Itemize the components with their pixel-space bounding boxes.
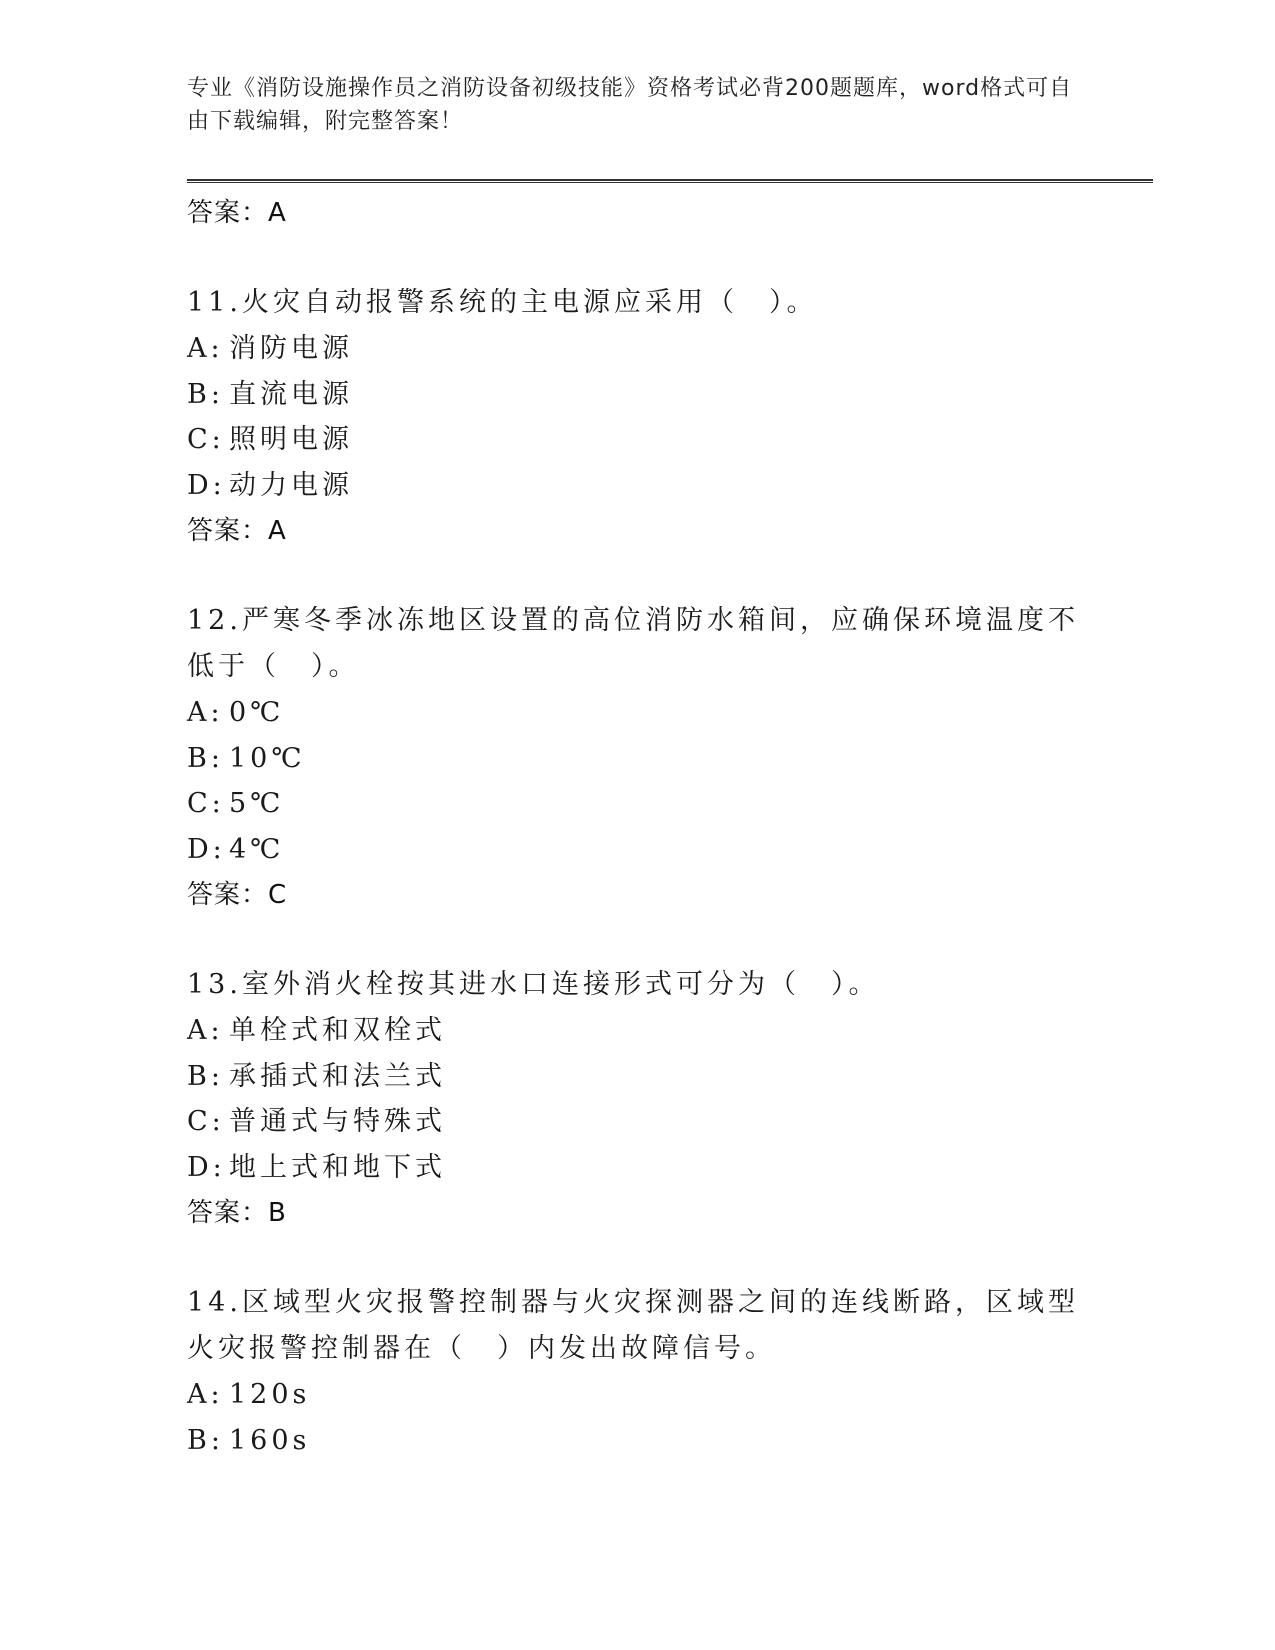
- option-label: B:: [187, 742, 224, 774]
- option-a: [187, 1372, 1087, 1418]
- option-label: B:: [187, 1060, 224, 1092]
- option-c: [187, 781, 1087, 827]
- option-text: 承插式和法兰式: [229, 1060, 446, 1092]
- option-text: 直流电源: [229, 378, 353, 410]
- option-b: [187, 1054, 1087, 1100]
- option-text: 动力电源: [229, 469, 353, 501]
- option-c: [187, 417, 1087, 463]
- question-stem: 12.严寒冬季冰冻地区设置的高位消防水箱间，应确保环境温度不低于（ ）。: [187, 605, 1079, 682]
- option-d: [187, 827, 1087, 873]
- question-stem: 11.火灾自动报警系统的主电源应采用（ ）。: [187, 287, 818, 318]
- document-content: [187, 190, 1087, 1463]
- option-label: B:: [187, 1424, 224, 1456]
- option-text: 0℃: [229, 697, 285, 728]
- option-b: [187, 1418, 1087, 1464]
- option-b: [187, 372, 1087, 418]
- option-label: C:: [187, 788, 225, 819]
- option-a: [187, 1008, 1087, 1054]
- answer-line: 答案：C: [187, 880, 288, 910]
- option-text: 照明电源: [229, 424, 353, 455]
- option-label: A:: [187, 1015, 224, 1046]
- option-text: 普通式与特殊式: [229, 1106, 446, 1137]
- option-label: D:: [187, 469, 226, 501]
- option-label: D:: [187, 1151, 226, 1183]
- question-12: [187, 598, 1087, 918]
- option-a: [187, 326, 1087, 372]
- option-text: 消防电源: [229, 333, 353, 364]
- answer-line: 答案：A: [187, 516, 287, 546]
- option-text: 160s: [229, 1424, 311, 1456]
- question-11: [187, 280, 1087, 554]
- header-divider: [187, 179, 1153, 183]
- option-label: C:: [187, 1106, 225, 1137]
- answer-line-previous: 答案：A: [187, 198, 287, 228]
- document-header-title: 专业《消防设施操作员之消防设备初级技能》资格考试必背200题题库，word格式可自由下载编辑，附完整答案！: [187, 76, 1073, 134]
- option-label: C:: [187, 424, 225, 455]
- option-text: 地上式和地下式: [229, 1151, 446, 1183]
- option-d: [187, 463, 1087, 509]
- option-b: [187, 736, 1087, 782]
- option-d: [187, 1145, 1087, 1191]
- question-14: [187, 1280, 1087, 1463]
- option-a: [187, 690, 1087, 736]
- option-text: 10℃: [229, 742, 306, 774]
- option-text: 单栓式和双栓式: [229, 1015, 446, 1046]
- option-label: A:: [187, 333, 224, 364]
- option-text: 4℃: [229, 833, 285, 865]
- question-stem: 13.室外消火栓按其进水口连接形式可分为（ ）。: [187, 969, 880, 1000]
- answer-line: 答案：B: [187, 1198, 287, 1228]
- option-text: 5℃: [229, 788, 285, 819]
- option-c: [187, 1099, 1087, 1145]
- question-13: [187, 962, 1087, 1236]
- option-label: A:: [187, 697, 224, 728]
- option-text: 120s: [229, 1379, 311, 1410]
- option-label: D:: [187, 833, 226, 865]
- option-label: B:: [187, 378, 224, 410]
- question-stem: 14.区域型火灾报警控制器与火灾探测器之间的连线断路，区域型火灾报警控制器在（ ）内发出故障信号。: [187, 1287, 1079, 1364]
- option-label: A:: [187, 1379, 224, 1410]
